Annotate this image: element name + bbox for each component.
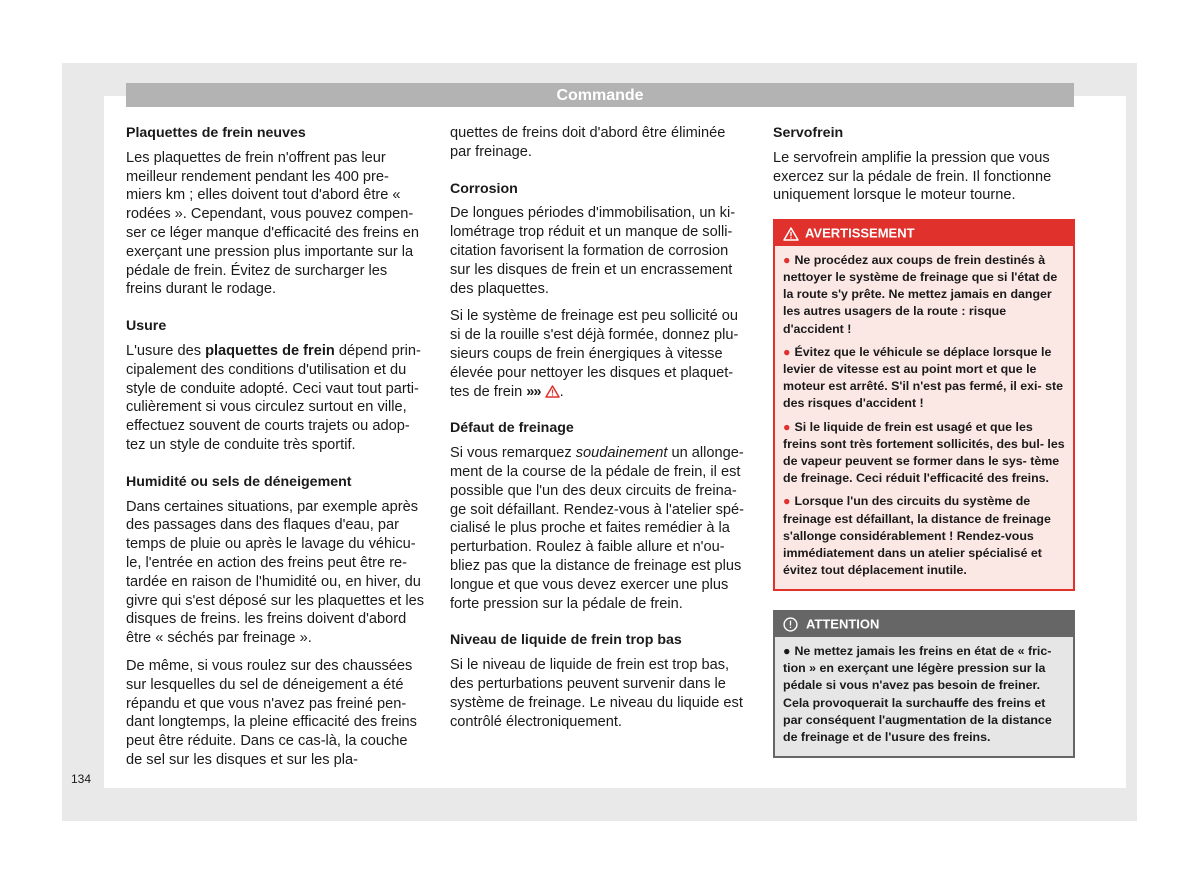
bullet-icon: ● bbox=[783, 419, 791, 434]
attention-list bbox=[775, 637, 1073, 756]
warning-item-text: Lorsque l'un des circuits du système de freinage est défaillant, la distance de freinage s'allonge considérablement ! Rendez-vous immédiatement dans un atelier spécialisé et évitez tout déplacement inutile. bbox=[783, 494, 1051, 578]
warning-item-text: Si le liquide de frein est usagé et que les freins sont très fortement sollicités, des bul- les de vapeur peuvent se former dans le sys- tème de freinage. Ceci réduit l'efficacité des freins. bbox=[783, 419, 1065, 486]
paragraph-corrosion: De longues périodes d'immobilisation, un ki- lométrage trop réduit et un manque de solli- citation favorisent la formation de corrosion sur les disques de frein et un encrassement des plaquettes. bbox=[450, 205, 736, 297]
heading-fluid-level: Niveau de liquide de frein trop bas bbox=[450, 632, 682, 649]
warning-triangle-icon bbox=[545, 385, 560, 398]
bullet-icon: ● bbox=[783, 252, 791, 267]
paragraph-wear bbox=[126, 342, 426, 455]
warning-item-text: Évitez que le véhicule se déplace lorsque le levier de vitesse est au point mort et que le moteur est arrêté. S'il n'est pas fermé, il exi- ste des risques d'accident ! bbox=[783, 344, 1063, 411]
paragraph-fluid-level: Si le niveau de liquide de frein est trop bas, des perturbations peuvent survenir dans le système de freinage. Le niveau du liquide est contrôlé électroniquement. bbox=[450, 657, 743, 730]
bullet-icon: ● bbox=[783, 494, 791, 509]
attention-box bbox=[773, 610, 1075, 758]
cross-reference-arrow[interactable]: »» bbox=[526, 383, 541, 400]
heading-corrosion: Corrosion bbox=[450, 180, 518, 197]
page-number: 134 bbox=[71, 772, 92, 786]
section-header: Commande bbox=[126, 83, 1074, 107]
heading-servo: Servofrein bbox=[773, 125, 844, 141]
text-span: un allonge- ment de la course de la pédale de frein, il est possible que l'un des deux circuits de freina- ge soit défaillant. Rendez-vous à l'atelier spé- cialisé le plus proche et faites remédier à la perturbation. Roulez à faible allure et n'ou- bliez pas que la distance de freinage est plus longue et que vous devez exercer une plus forte pression sur la pédale de frein. bbox=[450, 445, 745, 612]
warning-item bbox=[783, 493, 1065, 579]
italic-term: soudainement bbox=[575, 445, 668, 462]
attention-item bbox=[783, 643, 1065, 746]
warning-item bbox=[783, 419, 1065, 488]
text-span: Si vous remarquez bbox=[450, 445, 576, 462]
paragraph-servo: Le servofrein amplifie la pression que vous exercez sur la pédale de frein. Il fonctionne uniquement lorsque le moteur tourne. bbox=[773, 149, 1052, 204]
warning-title: AVERTISSEMENT bbox=[805, 225, 915, 241]
heading-wear: Usure bbox=[126, 318, 167, 335]
bold-term: plaquettes de frein bbox=[205, 342, 335, 359]
warning-header bbox=[775, 221, 1073, 246]
paragraph-new-pads: Les plaquettes de frein n'offrent pas leur meilleur rendement pendant les 400 pre- miers km ; elles doivent tout d'abord être « rodées ». Cependant, vous pouvez compen- ser ce léger manque d'efficacité des freins en exerçant une pression plus importante sur la pédale de frein. Évitez de surcharger les freins durant le rodage. bbox=[126, 149, 419, 298]
attention-title: ATTENTION bbox=[806, 616, 880, 632]
paragraph-brake-failure bbox=[450, 444, 750, 613]
warning-item-text: Ne procédez aux coups de frein destinés à nettoyer le système de freinage que si l'état de la route s'y prête. Ne mettez jamais en danger les autres usagers de la route : risque d'accident ! bbox=[783, 252, 1058, 336]
text-span: Si le système de freinage est peu sollicité ou si de la rouille s'est déjà formée, donnez plu- sieurs coups de frein énergiques à vitesse élevée pour nettoyer les disques et plaquet- tes de frein bbox=[450, 308, 739, 400]
heading-humidity: Humidité ou sels de déneigement bbox=[126, 473, 352, 490]
column-middle bbox=[450, 124, 750, 740]
warning-box bbox=[773, 219, 1075, 591]
column-left bbox=[126, 124, 426, 779]
column-right bbox=[773, 124, 1075, 758]
warning-list bbox=[775, 246, 1073, 590]
warning-item bbox=[783, 252, 1065, 338]
paragraph-salt: De même, si vous roulez sur des chaussées sur lesquelles du sel de déneigement a été répandu et que vous n'avez pas freiné pen- dant longtemps, la pleine efficacité des freins peut être réduite. Dans ce cas-là, la couche de sel sur les disques et sur les pla- bbox=[126, 657, 417, 768]
paragraph-rust: Si le système de freinage est peu sollicité ou si de la rouille s'est déjà formée, donnez plu- sieurs coups de frein énergiques à vitesse élevée pour nettoyer les disques et plaquet- tes de frein »» . bbox=[450, 308, 739, 400]
text-span: dépend prin- cipalement des conditions d'utilisation et du style de conduite adopté. Ceci vaut tout parti- culièrement si vous circulez surtout en ville, effectuez souvent de courts trajets ou adop- tez un style de conduite très sportif. bbox=[126, 342, 421, 453]
info-circle-icon bbox=[783, 617, 798, 632]
attention-item-text: Ne mettez jamais les freins en état de « fric- tion » en exerçant une légère pression sur la pédale si vous n'avez pas besoin de freiner. Cela provoquerait la surchauffe des freins et par conséquent l'augmentation de la distance de freinage et de l'usure des freins. bbox=[783, 643, 1052, 744]
attention-header bbox=[775, 612, 1073, 637]
heading-new-pads: Plaquettes de frein neuves bbox=[126, 125, 306, 141]
heading-brake-failure: Défaut de freinage bbox=[450, 420, 574, 437]
paragraph-humidity: Dans certaines situations, par exemple après des passages dans des flaques d'eau, par temps de pluie ou après le lavage du véhicu- le, l'entrée en action des freins peut être re- tardée en raison de l'humidité ou, en hiver, du givre qui s'est déposé sur les plaquettes et les disques de freins. les freins doivent d'abord être « séchés par freinage ». bbox=[126, 498, 425, 647]
paragraph-continued: quettes de freins doit d'abord être éliminée par freinage. bbox=[450, 125, 726, 160]
bullet-icon: ● bbox=[783, 344, 791, 359]
bullet-icon: ● bbox=[783, 643, 791, 658]
warning-triangle-icon bbox=[783, 227, 799, 241]
warning-item bbox=[783, 344, 1065, 413]
text-span: L'usure des bbox=[126, 342, 206, 359]
